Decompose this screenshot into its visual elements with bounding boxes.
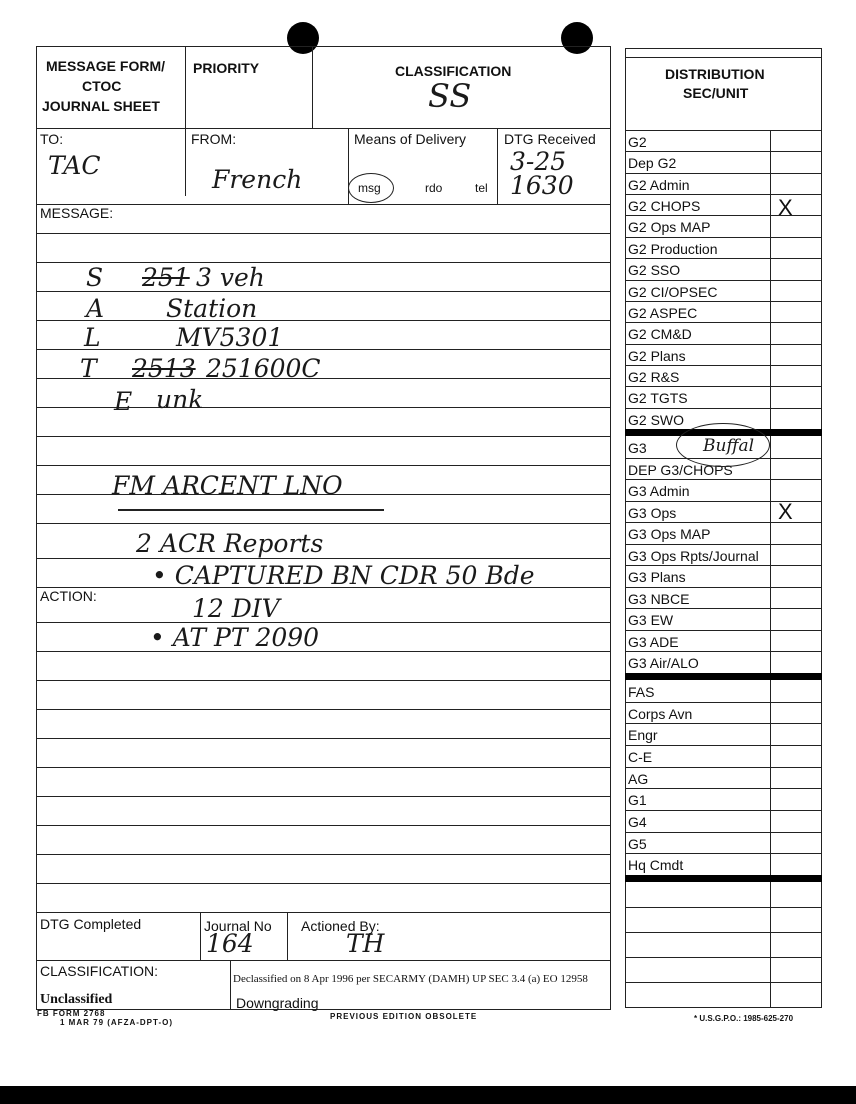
dist-row-other-7: G5 <box>628 835 647 852</box>
dist-row-g2-0: G2 <box>628 134 647 150</box>
underline-stroke <box>118 509 384 511</box>
msg-s-text: 3 veh <box>196 263 265 292</box>
dist-row-g2-13: G2 SWO <box>628 411 685 428</box>
actioned-by-label: Actioned By: <box>301 918 380 934</box>
punch-hole-left <box>287 22 319 54</box>
dist-row-other-3: C-E <box>628 749 653 765</box>
to-value: TAC <box>48 151 101 180</box>
dist-row-g2-4: G2 Ops MAP <box>628 219 711 236</box>
msg-l-prefix: L <box>84 323 101 352</box>
msg-acr-line: 2 ACR Reports <box>136 529 324 558</box>
dist-row-other-8: Hq Cmdt <box>628 857 684 874</box>
msg-s-struck: 251 <box>142 263 190 292</box>
means-of-delivery-label: Means of Delivery <box>354 131 467 147</box>
dist-row-other-4: AG <box>628 770 649 787</box>
means-rdo: rdo <box>425 181 443 195</box>
msg-fm-line: FM ARCENT LNO <box>112 471 343 500</box>
classification-label: CLASSIFICATION <box>395 63 512 79</box>
dist-row-g3-7: G3 NBCE <box>628 590 690 607</box>
journal-no-label: Journal No <box>204 918 272 934</box>
form-title-line1: MESSAGE FORM/ <box>46 58 166 74</box>
message-label: MESSAGE: <box>40 205 114 221</box>
dist-row-g2-12: G2 TGTS <box>628 390 688 407</box>
scan-bottom-bar <box>0 1086 856 1104</box>
previous-edition-note: PREVIOUS EDITION OBSOLETE <box>330 1012 478 1021</box>
dist-row-g3-1: DEP G3/CHOPS <box>628 461 733 478</box>
dist-row-g3-6: G3 Plans <box>628 569 686 586</box>
means-msg: msg <box>358 181 381 195</box>
dtg-received-date: 3-25 <box>510 147 567 176</box>
form-number: FB FORM 2768 <box>37 1009 106 1018</box>
dist-row-g2-11: G2 R&S <box>628 368 680 385</box>
dist-row-g3-9: G3 ADE <box>628 633 679 650</box>
footer-classification-label: CLASSIFICATION: <box>40 963 158 979</box>
dist-row-g2-7: G2 CI/OPSEC <box>628 283 718 300</box>
gpo-note: * U.S.G.P.O.: 1985-625-270 <box>694 1014 794 1023</box>
means-tel: tel <box>475 181 488 195</box>
msg-bullet2: • AT PT 2090 <box>150 623 320 652</box>
priority-label: PRIORITY <box>193 60 260 76</box>
msg-t-text: 251600C <box>206 354 321 383</box>
dist-row-other-6: G4 <box>628 814 647 830</box>
dtg-received-time: 1630 <box>510 171 574 200</box>
dist-row-g2-10: G2 Plans <box>628 347 686 364</box>
dist-row-g2-5: G2 Production <box>628 240 718 257</box>
g3-note: Buffal <box>703 436 755 456</box>
to-label: TO: <box>40 131 64 147</box>
msg-e-prefix: E <box>114 387 133 416</box>
msg-t-struck: 2513 <box>132 354 196 383</box>
msg-bullet1: • CAPTURED BN CDR 50 Bde <box>152 561 535 590</box>
journal-no-value: 164 <box>206 929 254 958</box>
dtg-received-label: DTG Received <box>504 131 596 147</box>
form-date: 1 MAR 79 (AFZA-DPT-O) <box>60 1018 173 1027</box>
msg-t-prefix: T <box>80 354 97 383</box>
dist-row-g2-6: G2 SSO <box>628 262 681 279</box>
g3-other-separator <box>625 673 822 680</box>
form-title-line2: CTOC <box>82 78 122 94</box>
declassified-stamp: Declassified on 8 Apr 1996 per SECARMY (DAMH) UP SEC 3.4 (a) EO 12958 <box>233 973 588 985</box>
dist-row-g2-1: Dep G2 <box>628 155 677 172</box>
form-title-line3: JOURNAL SHEET <box>42 98 160 114</box>
dist-row-g3-4: G3 Ops MAP <box>628 526 711 543</box>
distribution-title: DISTRIBUTION <box>665 66 765 82</box>
punch-hole-right <box>561 22 593 54</box>
dist-row-g2-3: G2 CHOPS <box>628 198 701 215</box>
dist-row-other-0: FAS <box>628 684 655 700</box>
dist-row-g3-2: G3 Admin <box>628 483 690 500</box>
dtg-completed-label: DTG Completed <box>40 916 142 932</box>
classification-value: SS <box>428 77 472 115</box>
dist-row-g2-8: G2 ASPEC <box>628 304 698 321</box>
mark-g3-ops: X <box>778 499 793 524</box>
msg-e-text: unk <box>156 385 204 414</box>
dist-row-g3-5: G3 Ops Rpts/Journal <box>628 547 759 564</box>
dist-row-g3-3: G3 Ops <box>628 504 677 521</box>
dist-row-other-1: Corps Avn <box>628 705 693 722</box>
from-value: French <box>212 165 303 194</box>
action-label: ACTION: <box>40 588 97 604</box>
dist-row-other-2: Engr <box>628 727 658 744</box>
from-label: FROM: <box>191 131 237 147</box>
msg-a-text: Station <box>166 294 258 323</box>
dist-row-g2-2: G2 Admin <box>628 176 690 193</box>
distribution-subtitle: SEC/UNIT <box>683 85 749 101</box>
dist-row-g2-9: G2 CM&D <box>628 326 692 343</box>
msg-bullet1-cont: 12 DIV <box>192 594 280 623</box>
unclassified-text: Unclassified <box>40 992 113 1007</box>
other-end-separator <box>625 875 822 882</box>
msg-s-prefix: S <box>86 263 104 292</box>
downgrading-label: Downgrading <box>236 995 319 1011</box>
dist-row-g3-10: G3 Air/ALO <box>628 655 699 672</box>
mark-g2-chops: X <box>778 195 793 220</box>
msg-l-text: MV5301 <box>176 323 284 352</box>
msg-a-prefix: A <box>86 294 105 323</box>
actioned-by-value: TH <box>346 929 385 958</box>
dist-row-other-5: G1 <box>628 792 647 809</box>
dist-row-g3-8: G3 EW <box>628 612 674 629</box>
dist-row-g3-0: G3 <box>628 440 647 456</box>
